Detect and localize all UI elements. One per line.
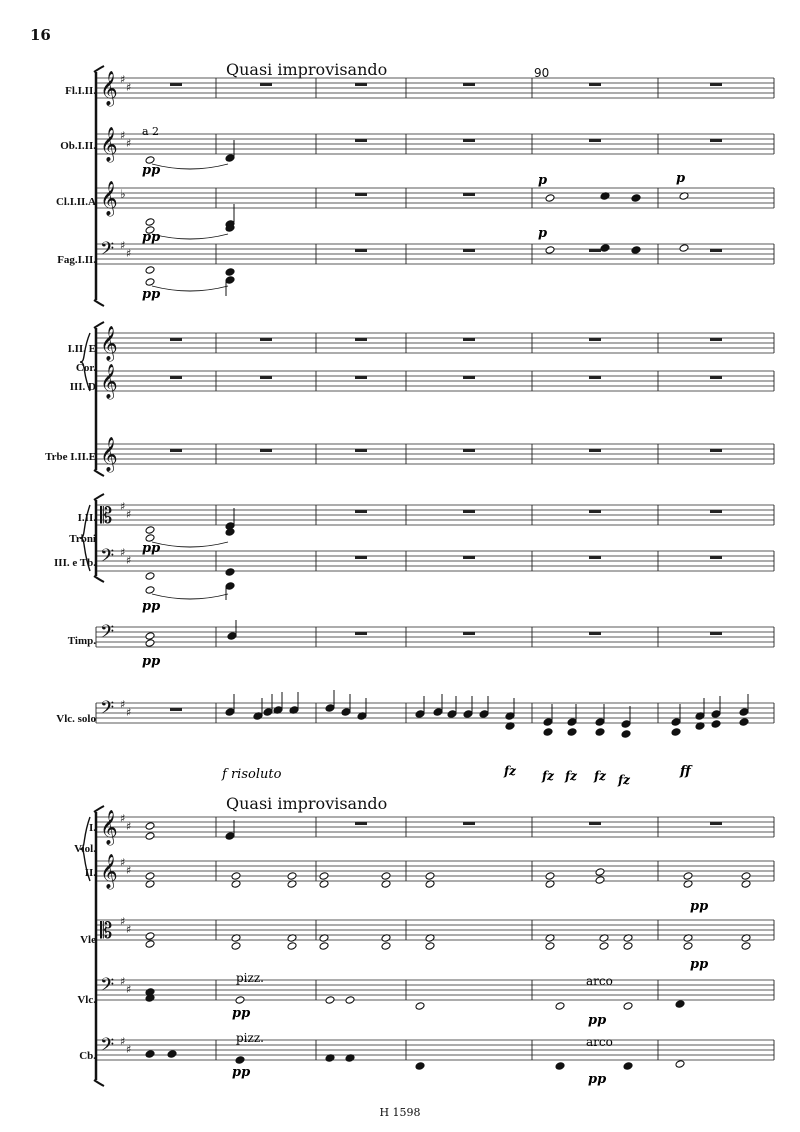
label-violas: Vle — [80, 934, 96, 946]
label-basses: Cb. — [79, 1050, 96, 1062]
notehead — [739, 718, 749, 727]
notehead — [225, 708, 235, 717]
notehead — [145, 940, 155, 949]
sharp-icon: ♯ — [120, 546, 126, 559]
notehead — [479, 710, 489, 719]
notehead — [415, 1002, 425, 1011]
sharp-icon: ♯ — [126, 137, 132, 150]
notehead — [231, 942, 241, 951]
sharp-icon: ♯ — [120, 975, 126, 988]
notes — [145, 140, 751, 1070]
sharp-icon: ♯ — [120, 1035, 126, 1048]
notehead — [263, 708, 273, 717]
notehead — [287, 942, 297, 951]
notehead — [145, 632, 155, 641]
dyn-fz-2: fz — [542, 769, 554, 783]
notehead — [145, 932, 155, 941]
notehead — [545, 246, 555, 255]
whole-rest — [355, 193, 367, 196]
treble-clef-icon: 𝄞 — [100, 326, 118, 361]
notehead — [621, 720, 631, 729]
notehead — [683, 872, 693, 881]
treble-clef-icon: 𝄞 — [100, 181, 118, 216]
whole-rest — [260, 338, 272, 341]
whole-rest — [463, 510, 475, 513]
notehead — [225, 832, 235, 841]
notehead — [739, 708, 749, 717]
notehead — [683, 942, 693, 951]
dyn-p-clar-1: p — [538, 173, 548, 188]
notehead — [447, 710, 457, 719]
notehead — [415, 1062, 425, 1071]
notehead — [463, 710, 473, 719]
bass-clef-icon: 𝄢 — [100, 975, 115, 1000]
whole-rest — [710, 139, 722, 142]
brace — [80, 333, 90, 391]
notehead — [595, 868, 605, 877]
dynamics — [142, 125, 708, 1087]
whole-rest — [355, 249, 367, 252]
whole-rest — [355, 510, 367, 513]
sharp-icon: ♯ — [126, 706, 132, 719]
sharp-icon: ♯ — [126, 508, 132, 521]
tie — [152, 234, 228, 239]
notehead — [415, 710, 425, 719]
sharp-icon: ♯ — [126, 820, 132, 833]
label-timpani: Timp. — [67, 635, 96, 647]
tempo-marking-strings: Quasi improvisando — [226, 794, 388, 813]
label-horns-3: III. D — [69, 381, 96, 393]
sharp-icon: ♯ — [126, 983, 132, 996]
sharp-icon: ♯ — [126, 247, 132, 260]
whole-rest — [355, 449, 367, 452]
notehead — [145, 1050, 155, 1059]
notehead — [671, 728, 681, 737]
brace — [80, 505, 90, 571]
notehead — [671, 718, 681, 727]
dyn-pp-vlc: pp — [232, 1006, 251, 1021]
notehead — [631, 194, 641, 203]
arco-cb: arco — [586, 1035, 613, 1049]
staff-lines — [96, 78, 774, 1060]
notehead — [225, 582, 235, 591]
tempo-marking-top: Quasi improvisando — [226, 60, 388, 79]
dyn-pp-vln2: pp — [690, 899, 709, 914]
notehead — [621, 730, 631, 739]
whole-rest — [463, 822, 475, 825]
notehead — [231, 872, 241, 881]
dyn-p-bsn: p — [538, 226, 548, 241]
whole-rest — [463, 83, 475, 86]
whole-rest — [589, 556, 601, 559]
dyn-pp-cb-arco: pp — [588, 1072, 607, 1087]
sharp-icon: ♯ — [126, 81, 132, 94]
pizz-vlc: pizz. — [236, 971, 264, 985]
notehead — [433, 708, 443, 717]
dyn-ff: ff — [680, 764, 691, 779]
notehead — [623, 1062, 633, 1071]
notehead — [600, 244, 610, 253]
dyn-pp-trombones: pp — [142, 541, 161, 556]
whole-rest — [355, 338, 367, 341]
whole-rest — [170, 708, 182, 711]
arco-vlc: arco — [586, 974, 613, 988]
whole-rest — [589, 83, 601, 86]
whole-rest — [355, 139, 367, 142]
label-cello-solo: Vlc. solo — [56, 713, 96, 725]
dyn-fz-3: fz — [565, 769, 577, 783]
dyn-pp-bassoons: pp — [142, 287, 161, 302]
barlines — [96, 78, 774, 1060]
notehead — [675, 1000, 685, 1009]
whole-rest — [589, 139, 601, 142]
treble-clef-icon: 𝄞 — [100, 364, 118, 399]
dyn-fz-5: fz — [618, 773, 630, 787]
notehead — [225, 268, 235, 277]
alto-clef-icon: 𝄡 — [100, 504, 113, 529]
notehead — [325, 996, 335, 1005]
notehead — [711, 720, 721, 729]
notehead — [741, 872, 751, 881]
dyn-pp-tuba: pp — [142, 599, 161, 614]
whole-rest — [589, 822, 601, 825]
sharp-icon: ♯ — [126, 1043, 132, 1056]
page-footer: H 1598 — [379, 1106, 421, 1119]
sharp-icon: ♯ — [120, 856, 126, 869]
whole-rest — [463, 139, 475, 142]
whole-rest — [710, 249, 722, 252]
rehearsal-number: 90 — [534, 66, 550, 80]
whole-rest — [589, 338, 601, 341]
sharp-icon: ♯ — [120, 698, 126, 711]
whole-rest — [170, 338, 182, 341]
whole-rest — [710, 632, 722, 635]
whole-rest — [463, 249, 475, 252]
whole-rest — [463, 556, 475, 559]
notehead — [225, 154, 235, 163]
dyn-fz-1: fz — [504, 764, 516, 778]
whole-rest — [355, 556, 367, 559]
whole-rest — [260, 449, 272, 452]
notehead — [319, 872, 329, 881]
notehead — [675, 1060, 685, 1069]
label-trombones: Trbni — [69, 533, 96, 545]
label-clarinets: Cl.I.II.A — [55, 196, 96, 208]
notehead — [741, 942, 751, 951]
label-oboes: Ob.I.II. — [60, 140, 96, 152]
whole-rest — [260, 376, 272, 379]
bass-clef-icon: 𝄢 — [100, 239, 115, 264]
sharp-icon: ♯ — [126, 554, 132, 567]
bracket-hook — [94, 576, 104, 582]
whole-rest — [710, 822, 722, 825]
notehead — [227, 632, 237, 641]
treble-clef-icon: 𝄞 — [100, 854, 118, 889]
whole-rest — [170, 83, 182, 86]
sharp-icon: ♯ — [120, 73, 126, 86]
notehead — [543, 728, 553, 737]
whole-rest — [355, 83, 367, 86]
notehead — [545, 942, 555, 951]
label-flutes: Fl.I.II. — [65, 85, 96, 97]
whole-rest — [589, 632, 601, 635]
notehead — [381, 942, 391, 951]
bass-clef-icon: 𝄢 — [100, 1035, 115, 1060]
sharp-icon: ♯ — [120, 239, 126, 252]
notehead — [567, 718, 577, 727]
clefs — [100, 71, 131, 1060]
label-bassoons: Fag.I.II. — [57, 254, 96, 266]
notehead — [567, 728, 577, 737]
whole-rest — [710, 449, 722, 452]
notehead — [543, 718, 553, 727]
tie — [152, 164, 228, 169]
page-number: 16 — [30, 26, 51, 44]
whole-rest — [589, 376, 601, 379]
sharp-icon: ♯ — [120, 915, 126, 928]
a2-marking: a 2 — [142, 125, 160, 138]
whole-rest — [710, 510, 722, 513]
notehead — [381, 872, 391, 881]
bracket-hook — [94, 1080, 104, 1086]
notehead — [623, 942, 633, 951]
whole-rest — [463, 193, 475, 196]
whole-rest — [463, 376, 475, 379]
dyn-fz-4: fz — [594, 769, 606, 783]
bracket-hook — [94, 494, 104, 500]
notehead — [225, 568, 235, 577]
notehead — [319, 942, 329, 951]
dyn-pp-vlc-arco: pp — [588, 1013, 607, 1028]
notehead — [555, 1062, 565, 1071]
whole-rest — [463, 449, 475, 452]
notehead — [345, 996, 355, 1005]
label-cellos: Vlc. — [77, 994, 96, 1006]
notehead — [145, 526, 155, 535]
whole-rest — [710, 556, 722, 559]
notehead — [145, 872, 155, 881]
notehead — [595, 718, 605, 727]
label-horns: Cor. — [75, 362, 96, 374]
dyn-pp-cb: pp — [232, 1065, 251, 1080]
notehead — [145, 832, 155, 841]
notehead — [545, 872, 555, 881]
notehead — [595, 728, 605, 737]
label-trombone-tuba: III. e Tb. — [54, 557, 96, 569]
alto-clef-icon: 𝄡 — [100, 919, 113, 944]
dyn-pp-vle: pp — [690, 957, 709, 972]
sharp-icon: ♯ — [120, 500, 126, 513]
dyn-p-clar-2: p — [676, 171, 686, 186]
notehead — [235, 1056, 245, 1065]
sharp-icon: ♯ — [126, 864, 132, 877]
treble-clef-icon: 𝄞 — [100, 810, 118, 845]
notehead — [287, 872, 297, 881]
treble-clef-icon: 𝄞 — [100, 127, 118, 162]
dyn-pp-clarinets: pp — [142, 230, 161, 245]
label-horns-1-2: I.II. E — [67, 343, 96, 355]
notehead — [341, 708, 351, 717]
tie — [152, 286, 228, 291]
whole-rest — [260, 83, 272, 86]
treble-clef-icon: 𝄞 — [100, 437, 118, 472]
notehead — [145, 278, 155, 287]
treble-clef-icon: 𝄞 — [100, 71, 118, 106]
flat-icon: ♭ — [120, 187, 126, 201]
whole-rest — [589, 510, 601, 513]
notehead — [555, 1002, 565, 1011]
notehead — [145, 266, 155, 275]
notehead — [145, 639, 155, 648]
tie — [152, 542, 228, 547]
whole-rest — [710, 83, 722, 86]
whole-rest — [355, 822, 367, 825]
notehead — [623, 1002, 633, 1011]
dyn-f-risoluto: f risoluto — [222, 767, 282, 782]
bass-clef-icon: 𝄢 — [100, 622, 115, 647]
dyn-pp-timpani: pp — [142, 654, 161, 669]
whole-rest — [710, 338, 722, 341]
brace — [80, 817, 90, 881]
whole-rest — [589, 249, 601, 252]
sharp-icon: ♯ — [120, 129, 126, 142]
notehead — [145, 572, 155, 581]
label-trombones-1-2: I.II. — [77, 512, 96, 524]
whole-rest — [710, 376, 722, 379]
dyn-pp-oboes: pp — [142, 163, 161, 178]
notehead — [425, 872, 435, 881]
notehead — [679, 244, 689, 253]
notehead — [167, 1050, 177, 1059]
notehead — [545, 194, 555, 203]
whole-rest — [355, 376, 367, 379]
label-trumpets: Trbe I.II.E — [45, 451, 96, 463]
whole-rest — [463, 632, 475, 635]
notehead — [711, 710, 721, 719]
notehead — [145, 822, 155, 831]
bracket-hook — [94, 300, 104, 306]
bass-clef-icon: 𝄢 — [100, 546, 115, 571]
notehead — [325, 704, 335, 713]
tie — [152, 594, 228, 599]
label-violins: Viol. — [74, 843, 96, 855]
whole-rest — [589, 449, 601, 452]
pizz-cb: pizz. — [236, 1031, 264, 1045]
notehead — [145, 218, 155, 227]
label-violin-2: II. — [84, 867, 96, 879]
notehead — [145, 586, 155, 595]
whole-rest — [463, 338, 475, 341]
label-violin-1: I. — [88, 822, 96, 834]
notehead — [595, 876, 605, 885]
notehead — [599, 942, 609, 951]
sharp-icon: ♯ — [120, 812, 126, 825]
notehead — [235, 996, 245, 1005]
bass-clef-icon: 𝄢 — [100, 698, 115, 723]
whole-rest — [170, 449, 182, 452]
notehead — [631, 246, 641, 255]
whole-rest — [355, 632, 367, 635]
whole-rest — [170, 376, 182, 379]
notehead — [425, 942, 435, 951]
notehead — [225, 276, 235, 285]
sharp-icon: ♯ — [126, 923, 132, 936]
